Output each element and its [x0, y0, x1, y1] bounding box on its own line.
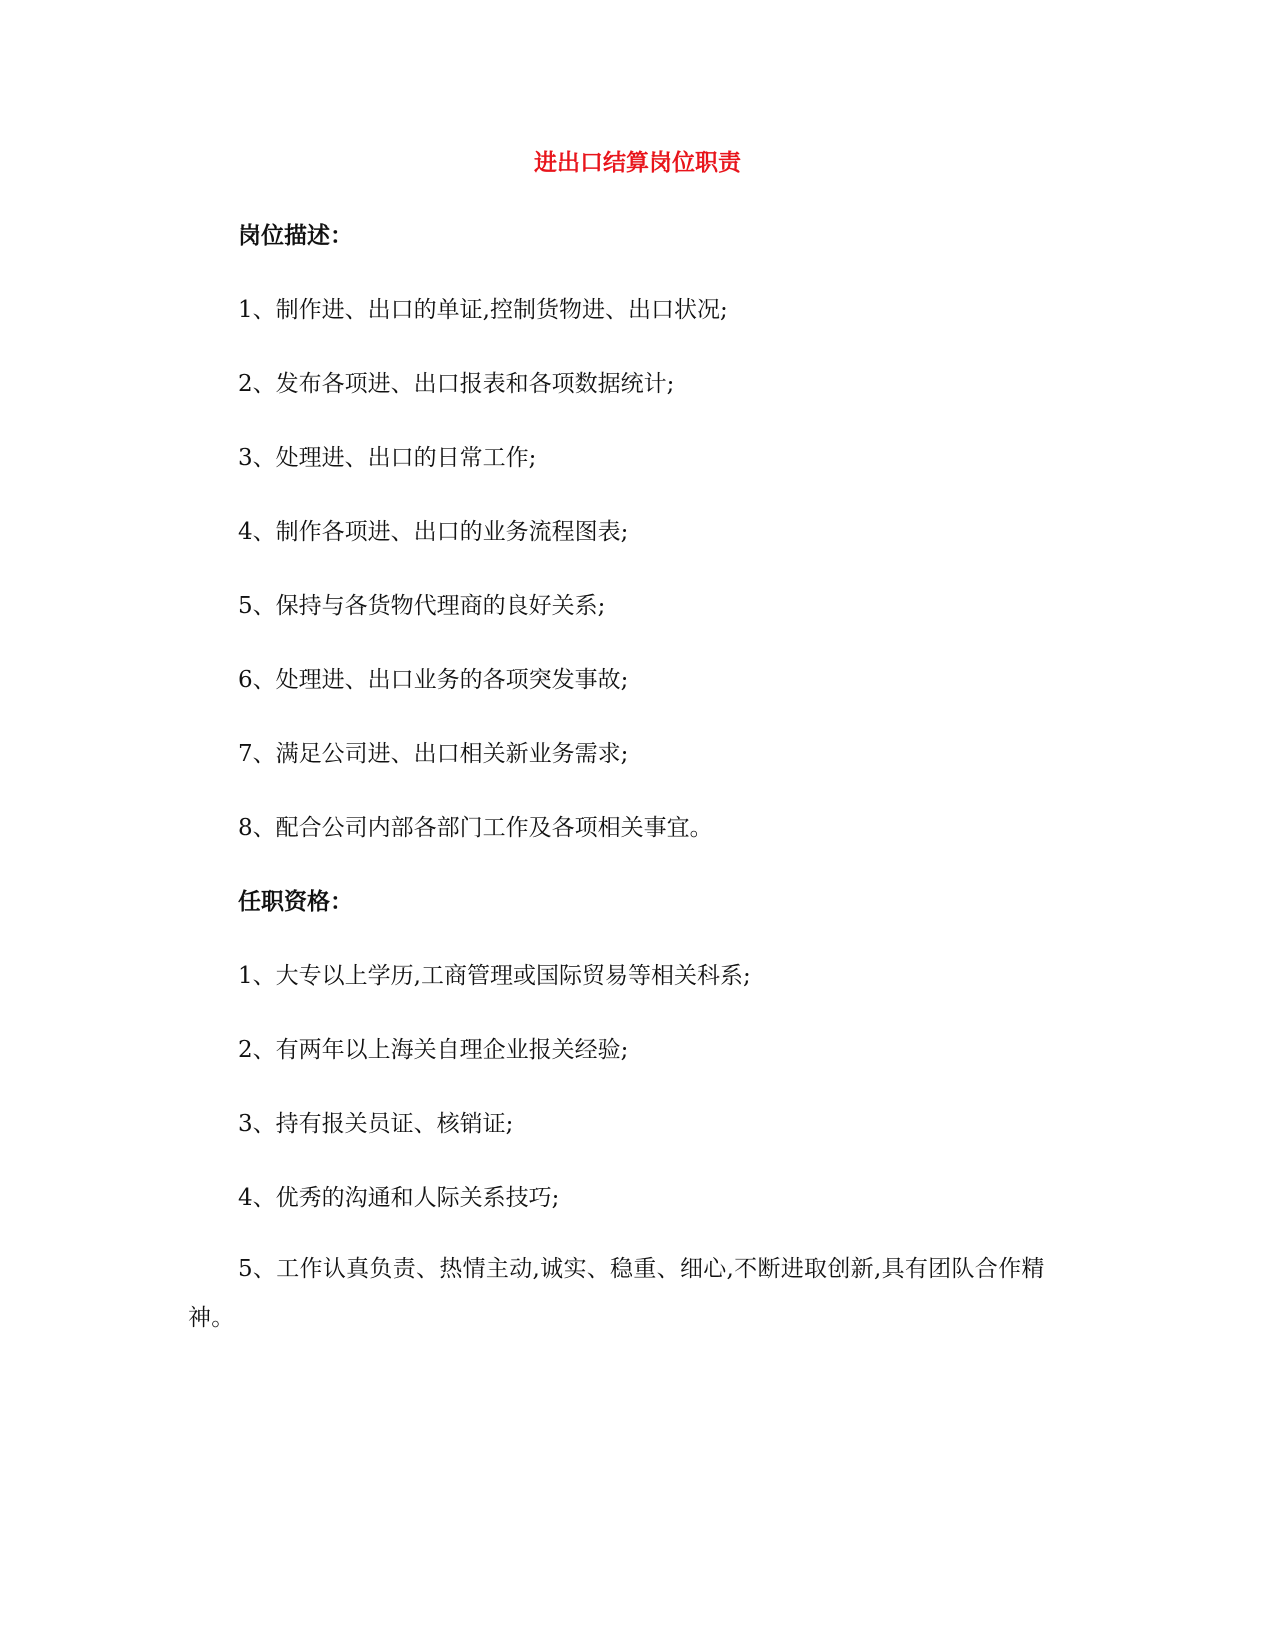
- list-item: 1、制作进、出口的单证,控制货物进、出口状况;: [238, 297, 728, 323]
- section-heading-job-description: 岗位描述：: [238, 223, 353, 249]
- list-item: 7、满足公司进、出口相关新业务需求;: [238, 741, 629, 767]
- list-item: 4、优秀的沟通和人际关系技巧;: [238, 1185, 560, 1211]
- list-item: 2、发布各项进、出口报表和各项数据统计;: [238, 371, 675, 397]
- list-item: 8、配合公司内部各部门工作及各项相关事宜。: [238, 815, 713, 841]
- list-item: 5、保持与各货物代理商的良好关系;: [238, 593, 606, 619]
- list-item: 6、处理进、出口业务的各项突发事故;: [238, 667, 629, 693]
- list-item: 4、制作各项进、出口的业务流程图表;: [238, 519, 629, 545]
- list-item: 2、有两年以上海关自理企业报关经验;: [238, 1037, 629, 1063]
- section-heading-qualifications: 任职资格：: [238, 889, 353, 915]
- list-item: 3、持有报关员证、核销证;: [238, 1111, 514, 1137]
- document-title: 进出口结算岗位职责: [534, 150, 741, 176]
- list-item: 5、工作认真负责、热情主动,诚实、稳重、细心,不断进取创新,具有团队合作精神。: [188, 1256, 1045, 1331]
- list-item: 1、大专以上学历,工商管理或国际贸易等相关科系;: [238, 963, 751, 989]
- list-item: 3、处理进、出口的日常工作;: [238, 445, 537, 471]
